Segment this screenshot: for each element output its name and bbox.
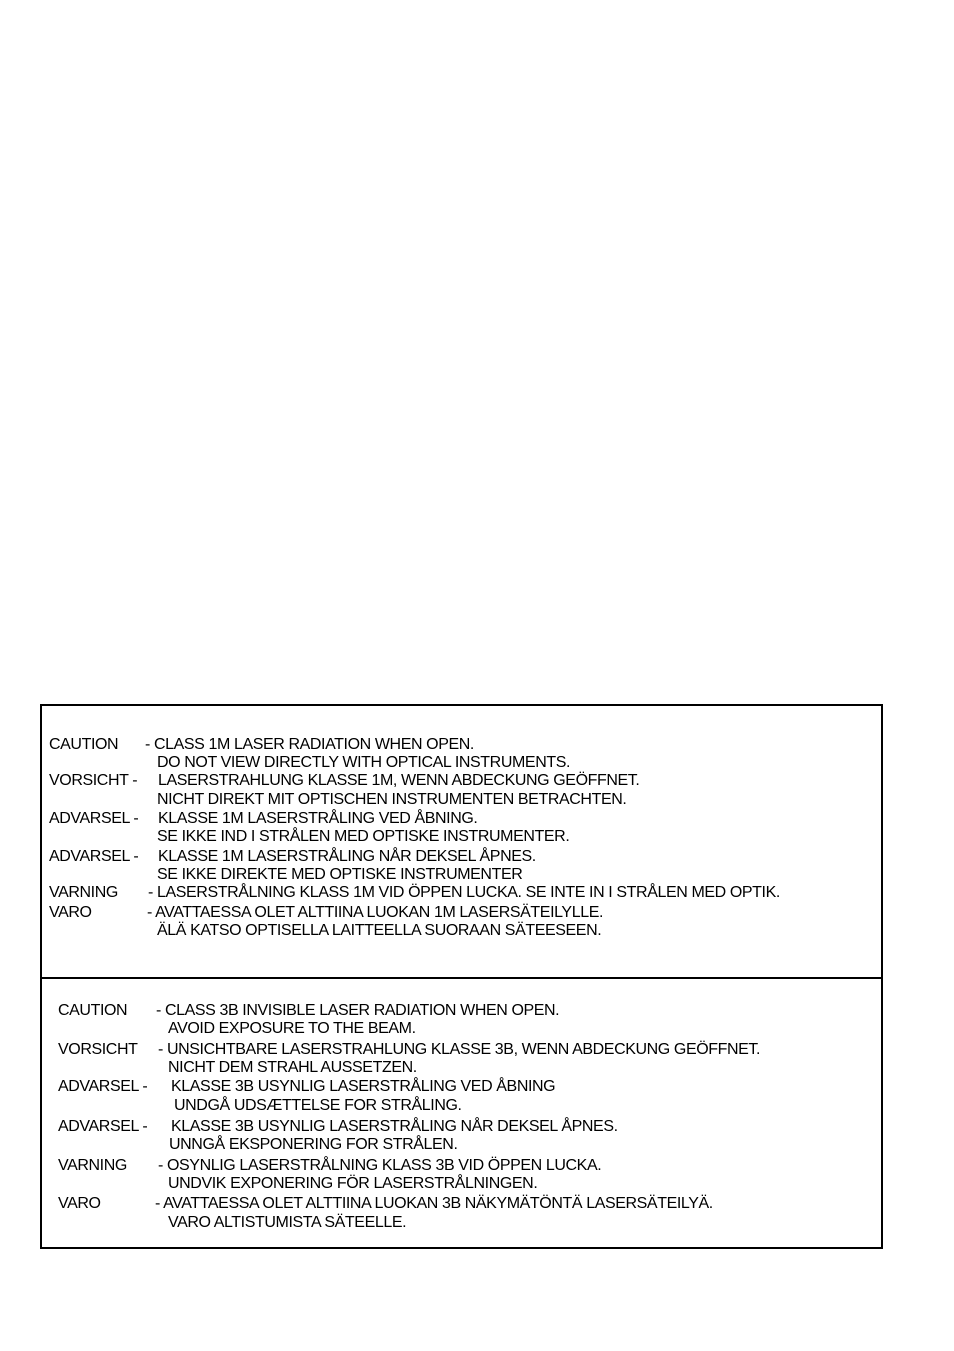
advarsel-no-3b-label: ADVARSEL - — [58, 1118, 148, 1135]
caution-3b-label: CAUTION — [58, 1002, 128, 1019]
vorsicht-3b-line1: - UNSICHTBARE LASERSTRAHLUNG KLASSE 3B, WENN ABDECKUNG GEÖFFNET. — [158, 1041, 761, 1058]
varning-1m-line1: - LASERSTRÅLNING KLASS 1M VID ÖPPEN LUCKA. SE INTE IN I STRÅLEN MED OPTIK. — [148, 884, 780, 901]
vorsicht-1m-line1: LASERSTRAHLUNG KLASSE 1M, WENN ABDECKUNG GEÖFFNET. — [158, 772, 640, 789]
advarsel-dk-1m-label: ADVARSEL - — [49, 810, 139, 827]
advarsel-no-3b-line1: KLASSE 3B USYNLIG LASERSTRÅLING NÅR DEKSEL ÅPNES. — [171, 1118, 618, 1135]
advarsel-dk-1m-line2: SE IKKE IND I STRÅLEN MED OPTISKE INSTRUMENTER. — [157, 828, 570, 845]
advarsel-no-1m-label: ADVARSEL - — [49, 848, 139, 865]
caution-3b-line1: - CLASS 3B INVISIBLE LASER RADIATION WHEN OPEN. — [156, 1002, 560, 1019]
vorsicht-1m-label: VORSICHT - — [49, 772, 138, 789]
caution-1m-label: CAUTION — [49, 736, 119, 753]
advarsel-no-3b-line2: UNNGÅ EKSPONERING FOR STRÅLEN. — [169, 1136, 458, 1153]
varo-3b-line1: - AVATTAESSA OLET ALTTIINA LUOKAN 3B NÄKYMÄTÖNTÄ LASERSÄTEILYÄ. — [155, 1195, 713, 1212]
advarsel-dk-1m-line1: KLASSE 1M LASERSTRÅLING VED ÅBNING. — [158, 810, 478, 827]
vorsicht-1m-line2: NICHT DIREKT MIT OPTISCHEN INSTRUMENTEN BETRACHTEN. — [157, 791, 627, 808]
caution-3b-line2: AVOID EXPOSURE TO THE BEAM. — [168, 1020, 416, 1037]
section-divider — [42, 977, 881, 979]
varo-3b-line2: VARO ALTISTUMISTA SÄTEELLE. — [168, 1214, 407, 1231]
varning-3b-line1: - OSYNLIG LASERSTRÅLNING KLASS 3B VID ÖPPEN LUCKA. — [158, 1157, 602, 1174]
caution-1m-line1: - CLASS 1M LASER RADIATION WHEN OPEN. — [145, 736, 474, 753]
laser-warning-label — [40, 704, 883, 1249]
caution-1m-line2: DO NOT VIEW DIRECTLY WITH OPTICAL INSTRUMENTS. — [157, 754, 571, 771]
varo-3b-label: VARO — [58, 1195, 101, 1212]
advarsel-no-1m-line2: SE IKKE DIREKTE MED OPTISKE INSTRUMENTER — [157, 866, 523, 883]
advarsel-no-1m-line1: KLASSE 1M LASERSTRÅLING NÅR DEKSEL ÅPNES. — [158, 848, 536, 865]
advarsel-dk-3b-line1: KLASSE 3B USYNLIG LASERSTRÅLING VED ÅBNING — [171, 1078, 556, 1095]
advarsel-dk-3b-label: ADVARSEL - — [58, 1078, 148, 1095]
vorsicht-3b-line2: NICHT DEM STRAHL AUSSETZEN. — [168, 1059, 417, 1076]
varning-3b-line2: UNDVIK EXPONERING FÖR LASERSTRÅLNINGEN. — [168, 1175, 538, 1192]
varo-1m-line2: ÄLÄ KATSO OPTISELLA LAITTEELLA SUORAAN SÄTEESEEN. — [157, 922, 602, 939]
varo-1m-label: VARO — [49, 904, 92, 921]
vorsicht-3b-label: VORSICHT — [58, 1041, 138, 1058]
varo-1m-line1: - AVATTAESSA OLET ALTTIINA LUOKAN 1M LASERSÄTEILYLLE. — [147, 904, 604, 921]
advarsel-dk-3b-line2: UNDGÅ UDSÆTTELSE FOR STRÅLING. — [174, 1097, 462, 1114]
varning-1m-label: VARNING — [49, 884, 118, 901]
varning-3b-label: VARNING — [58, 1157, 127, 1174]
